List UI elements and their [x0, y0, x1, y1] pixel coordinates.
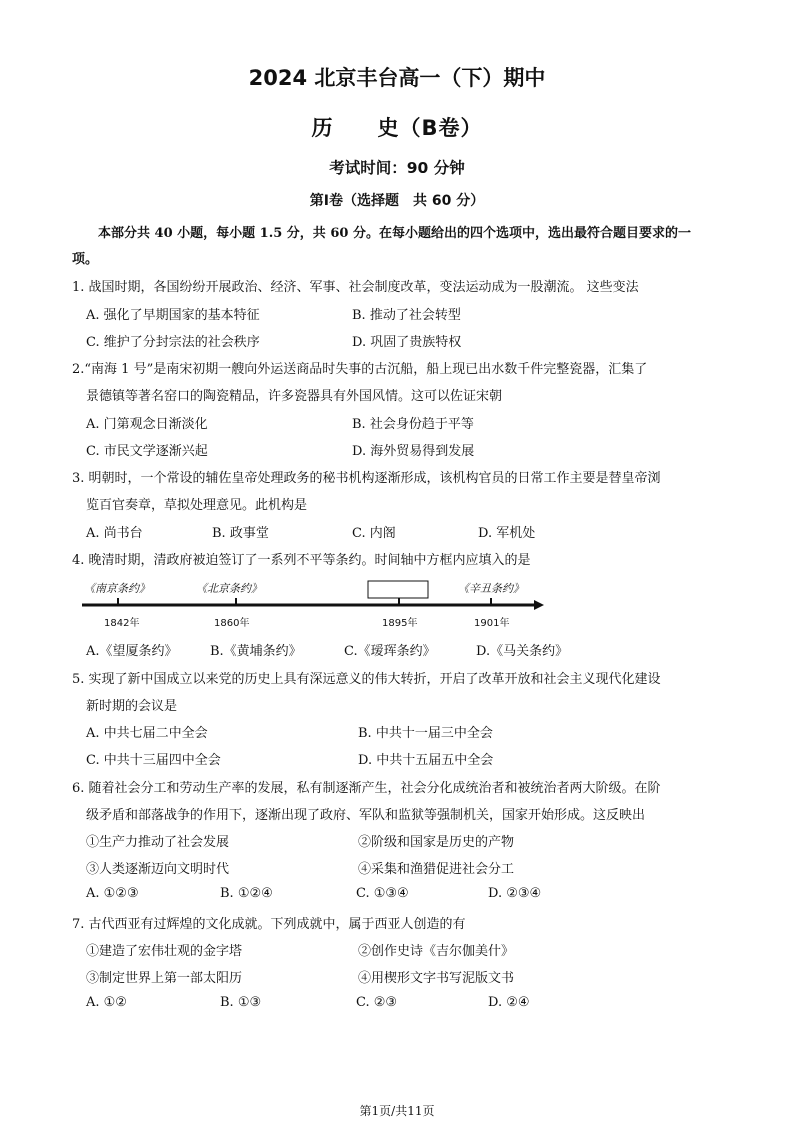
q3-option-c[interactable]: C. 内阁 — [352, 526, 396, 541]
q4-option-b[interactable]: B.《黄埔条约》 — [210, 644, 302, 659]
q6-statement-1: ①生产力推动了社会发展 — [86, 835, 230, 850]
q2-option-d[interactable]: D. 海外贸易得到发展 — [352, 444, 475, 459]
q2-option-b[interactable]: B. 社会身份趋于平等 — [352, 417, 474, 432]
timeline-year-1842: 1842年 — [104, 618, 140, 629]
q7-statement-1: ①建造了宏伟壮观的金字塔 — [86, 944, 243, 959]
question-5-stem: 5. 实现了新中国成立以来党的历史上具有深远意义的伟大转折，开启了改革开放和社会主义现代化建设 — [72, 672, 661, 687]
exam-title: 2024 北京丰台高一（下）期中 — [248, 66, 546, 90]
q5-option-d[interactable]: D. 中共十五届五中全会 — [358, 753, 494, 768]
q6-option-d[interactable]: D. ②③④ — [488, 886, 542, 901]
q6-option-a[interactable]: A. ①②③ — [86, 886, 139, 901]
timeline-year-1860: 1860年 — [214, 618, 250, 629]
question-6-stem-cont: 级矛盾和部落战争的作用下，逐渐出现了政府、军队和监狱等强制机关，国家开始形成。这反映出 — [86, 808, 646, 823]
q1-option-b[interactable]: B. 推动了社会转型 — [352, 308, 461, 323]
timeline-arrow-icon — [534, 600, 544, 610]
q6-option-b[interactable]: B. ①②④ — [220, 886, 273, 901]
q1-option-a[interactable]: A. 强化了早期国家的基本特征 — [86, 308, 260, 323]
q5-option-c[interactable]: C. 中共十三届四中全会 — [86, 753, 221, 768]
exam-time: 考试时间：90 分钟 — [329, 159, 465, 177]
q4-option-a[interactable]: A.《望厦条约》 — [86, 644, 178, 659]
q5-option-b[interactable]: B. 中共十一届三中全会 — [358, 726, 493, 741]
q4-option-c[interactable]: C.《瑷珲条约》 — [344, 644, 436, 659]
q1-option-c[interactable]: C. 维护了分封宗法的社会秩序 — [86, 335, 260, 350]
timeline-label-1860: 《北京条约》 — [196, 582, 262, 595]
question-7-stem: 7. 古代西亚有过辉煌的文化成就。下列成就中，属于西亚人创造的有 — [72, 917, 466, 932]
q7-option-b[interactable]: B. ①③ — [220, 995, 262, 1010]
q7-option-a[interactable]: A. ①② — [86, 995, 127, 1010]
section-instructions: 本部分共 40 小题，每小题 1.5 分，共 60 分。在每小题给出的四个选项中，选出最符合题目要求的一 — [98, 226, 691, 241]
q5-option-a[interactable]: A. 中共七届二中全会 — [86, 726, 208, 741]
question-3-stem-cont: 览百官奏章，草拟处理意见。此机构是 — [86, 498, 308, 513]
q1-option-d[interactable]: D. 巩固了贵族特权 — [352, 335, 462, 350]
question-2-stem: 2.“南海 1 号”是南宋初期一艘向外运送商品时失事的古沉船，船上现已出水数千件完整瓷器，汇集了 — [72, 362, 648, 377]
q7-statement-3: ③制定世界上第一部太阳历 — [86, 971, 243, 986]
q6-option-c[interactable]: C. ①③④ — [356, 886, 409, 901]
timeline-year-1895: 1895年 — [382, 618, 418, 629]
q2-option-a[interactable]: A. 门第观念日渐淡化 — [86, 417, 208, 432]
timeline-blank-box — [368, 581, 428, 598]
question-5-stem-cont: 新时期的会议是 — [86, 699, 178, 714]
section-instructions-cont: 项。 — [72, 252, 99, 267]
q7-statement-4: ④用楔形文字书写泥版文书 — [358, 971, 515, 986]
q7-option-c[interactable]: C. ②③ — [356, 995, 398, 1010]
question-2-stem-cont: 景德镇等著名窑口的陶瓷精品，许多瓷器具有外国风情。这可以佐证宋朝 — [86, 389, 503, 404]
q2-option-c[interactable]: C. 市民文学逐渐兴起 — [86, 444, 208, 459]
exam-subtitle: 历 史（B卷） — [311, 116, 483, 140]
q6-statement-3: ③人类逐渐迈向文明时代 — [86, 862, 230, 877]
q4-option-d[interactable]: D.《马关条约》 — [476, 644, 569, 659]
question-3-stem: 3. 明朝时，一个常设的辅佐皇帝处理政务的秘书机构逐渐形成，该机构官员的日常工作主要是替皇帝浏 — [72, 471, 661, 486]
q7-option-d[interactable]: D. ②④ — [488, 995, 530, 1010]
treaty-timeline — [78, 578, 548, 630]
q6-statement-4: ④采集和渔猎促进社会分工 — [358, 862, 515, 877]
q3-option-b[interactable]: B. 政事堂 — [212, 526, 269, 541]
page-number: 第1页/共11页 — [359, 1104, 435, 1118]
q3-option-a[interactable]: A. 尚书台 — [86, 526, 143, 541]
q7-statement-2: ②创作史诗《吉尔伽美什》 — [358, 944, 515, 959]
timeline-label-1901: 《辛丑条约》 — [458, 582, 524, 595]
question-1-stem: 1. 战国时期，各国纷纷开展政治、经济、军事、社会制度改革，变法运动成为一股潮流。 这些变法 — [72, 280, 639, 295]
q3-option-d[interactable]: D. 军机处 — [478, 526, 536, 541]
q6-statement-2: ②阶级和国家是历史的产物 — [358, 835, 515, 850]
section-title: 第Ⅰ卷（选择题 共 60 分） — [309, 193, 485, 209]
timeline-label-1842: 《南京条约》 — [84, 582, 150, 595]
question-6-stem: 6. 随着社会分工和劳动生产率的发展，私有制逐渐产生，社会分化成统治者和被统治者两大阶级。在阶 — [72, 781, 661, 796]
question-4-stem: 4. 晚清时期，清政府被迫签订了一系列不平等条约。时间轴中方框内应填入的是 — [72, 553, 531, 568]
timeline-year-1901: 1901年 — [474, 618, 510, 629]
